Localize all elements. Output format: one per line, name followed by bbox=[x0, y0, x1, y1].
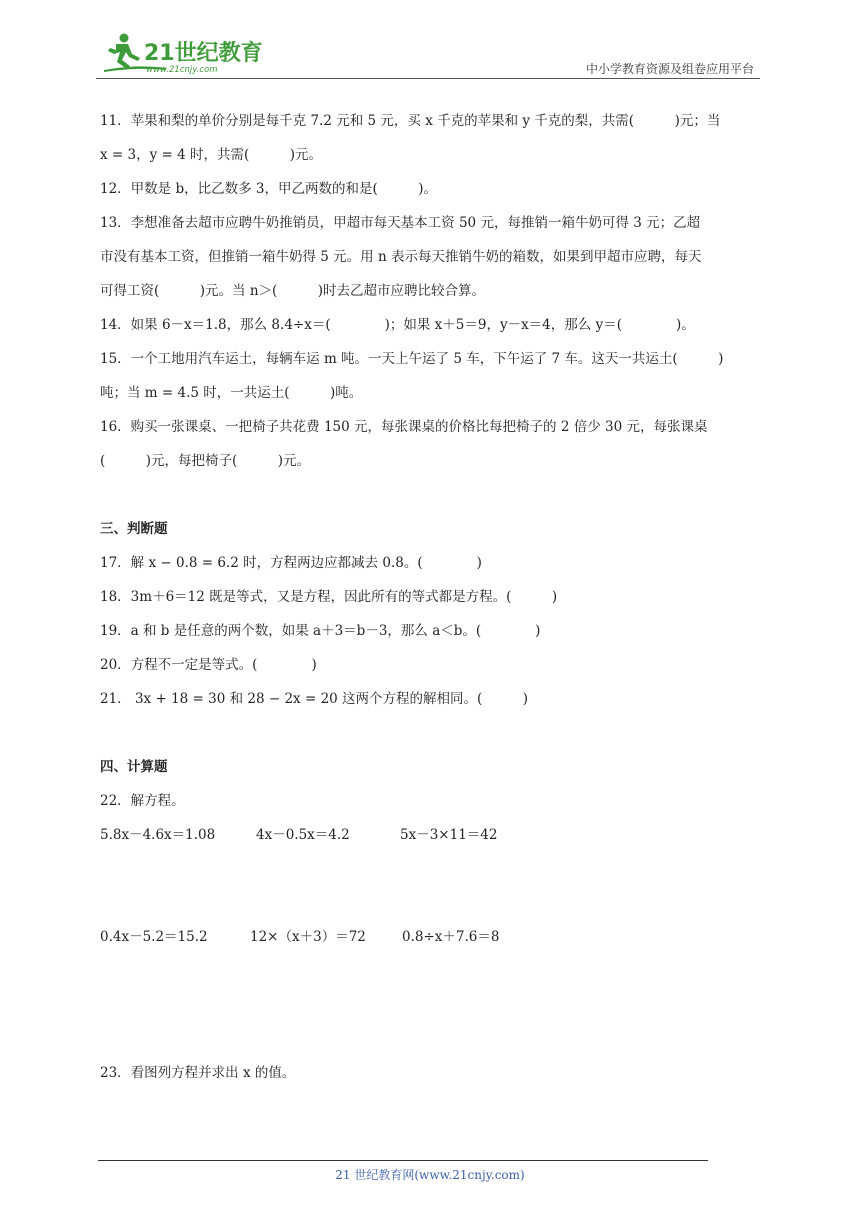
question-line: 市没有基本工资，但推销一箱牛奶得 5 元。用 n 表示每天推销牛奶的箱数，如果到甲超市应聘，每天 bbox=[100, 249, 702, 265]
question-line: 15．一个工地用汽车运土，每辆车运 m 吨。一天上午运了 5 车，下午运了 7 车。这天一共运土( ) bbox=[100, 351, 724, 367]
question-line: 12．甲数是 b，比乙数多 3，甲乙两数的和是( )。 bbox=[100, 181, 438, 197]
question-line: 16．购买一张课桌、一把椅子共花费 150 元，每张课桌的价格比每把椅子的 2 倍少 30 元，每张课桌 bbox=[100, 419, 708, 435]
spacer bbox=[100, 716, 762, 750]
question-line: 13．李想准备去超市应聘牛奶推销员，甲超市每天基本工资 50 元，每推销一箱牛奶可得 3 元；乙超 bbox=[100, 215, 701, 231]
platform-name: 中小学教育资源及组卷应用平台 bbox=[585, 62, 754, 76]
logo-text: 21世纪教育 bbox=[144, 41, 263, 66]
equation: 5x－3×11＝42 bbox=[400, 827, 498, 843]
question-line: 22．解方程。 bbox=[100, 793, 185, 809]
question-line: x = 3，y = 4 时，共需( )元。 bbox=[100, 147, 323, 163]
question-line: 11．苹果和梨的单价分别是每千克 7.2 元和 5 元，买 x 千克的苹果和 y 千克的梨，共需( )元；当 bbox=[100, 113, 721, 129]
section-title: 三、判断题 bbox=[100, 521, 168, 537]
question-line: 17．解 x − 0.8 = 6.2 时，方程两边应都减去 0.8。( ) bbox=[100, 555, 482, 571]
logo bbox=[96, 30, 266, 76]
question-line: 可得工资( )元。当 n＞( )时去乙超市应聘比较合算。 bbox=[100, 283, 486, 299]
question-line: 吨；当 m = 4.5 时，一共运土( )吨。 bbox=[100, 385, 363, 401]
logo-url: www.21cnjy.com bbox=[146, 65, 218, 75]
footer-divider bbox=[98, 1160, 708, 1161]
equation: 5.8x－4.6x＝1.08 bbox=[100, 827, 216, 843]
question-line: 20．方程不一定是等式。( ) bbox=[100, 657, 317, 673]
question-line: 14．如果 6－x＝1.8，那么 8.4÷x＝( )；如果 x＋5＝9，y－x＝4，那么 y＝( )。 bbox=[100, 317, 695, 333]
question-line: 19．a 和 b 是任意的两个数，如果 a＋3＝b－3，那么 a＜b。( ) bbox=[100, 623, 541, 639]
question-line: 18．3m＋6＝12 既是等式，又是方程，因此所有的等式都是方程。( ) bbox=[100, 589, 558, 605]
equation: 0.8÷x＋7.6＝8 bbox=[402, 929, 500, 945]
equation-row bbox=[100, 920, 762, 954]
header-divider bbox=[96, 78, 760, 79]
answer-space bbox=[100, 954, 762, 1056]
spacer bbox=[100, 478, 762, 512]
equation: 0.4x－5.2＝15.2 bbox=[100, 929, 208, 945]
page-header bbox=[96, 30, 760, 78]
equation: 12×（x＋3）＝72 bbox=[250, 929, 366, 945]
equation: 4x－0.5x＝4.2 bbox=[256, 827, 350, 843]
section-title: 四、计算题 bbox=[100, 759, 168, 775]
footer-text: 21 世纪教育网(www.21cnjy.com) bbox=[335, 1168, 525, 1182]
exam-content bbox=[100, 104, 762, 1090]
answer-space bbox=[100, 852, 762, 920]
question-line: 21． 3x + 18 = 30 和 28 − 2x = 20 这两个方程的解相同。( ) bbox=[100, 691, 529, 707]
question-line: ( )元，每把椅子( )元。 bbox=[100, 453, 311, 469]
question-line: 23．看图列方程并求出 x 的值。 bbox=[100, 1065, 296, 1081]
equation-row bbox=[100, 818, 762, 852]
